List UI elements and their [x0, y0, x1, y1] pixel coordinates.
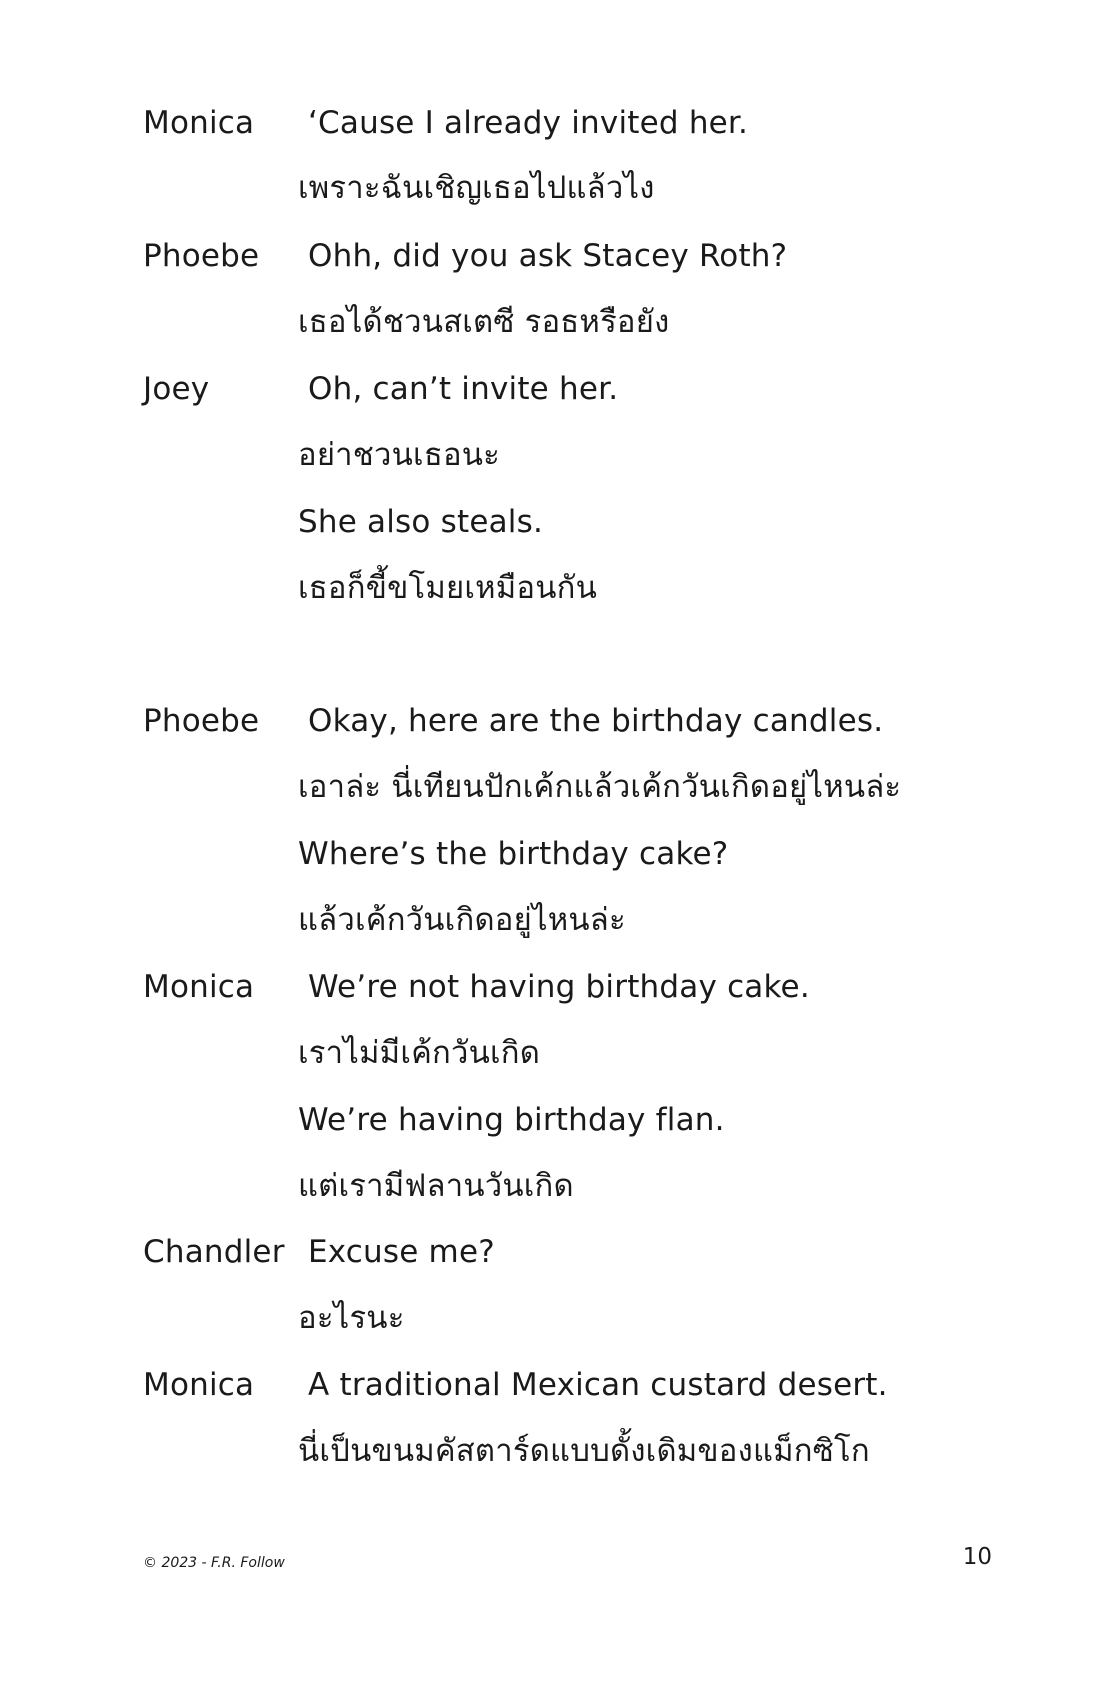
english-line: Where’s the birthday cake?	[298, 836, 729, 872]
english-line: Ohh, did you ask Stacey Roth?	[308, 238, 788, 274]
english-line: She also steals.	[298, 504, 544, 540]
speaker-name: Phoebe	[143, 238, 260, 274]
thai-translation: นี่เป็นขนมคัสตาร์ดแบบดั้งเดิมของแม็กซิโก	[298, 1433, 870, 1469]
speaker-name: Joey	[143, 371, 210, 407]
english-line: Excuse me?	[308, 1234, 495, 1270]
thai-translation: แล้วเค้กวันเกิดอยู่ไหนล่ะ	[298, 902, 626, 938]
thai-translation: อย่าชวนเธอนะ	[298, 437, 501, 473]
speaker-name: Phoebe	[143, 703, 260, 739]
english-line: Oh, can’t invite her.	[308, 371, 619, 407]
english-line: Okay, here are the birthday candles.	[308, 703, 884, 739]
speaker-name: Chandler	[143, 1234, 285, 1270]
thai-translation: เธอได้ชวนสเตซี รอธหรือยัง	[298, 304, 670, 340]
speaker-name: Monica	[143, 105, 255, 141]
thai-translation: เธอก็ขี้ขโมยเหมือนกัน	[298, 570, 597, 606]
thai-translation: เอาล่ะ นี่เทียนปักเค้กแล้วเค้กวันเกิดอยู่ไหนล่ะ	[298, 769, 902, 805]
thai-translation: เพราะฉันเชิญเธอไปแล้วไง	[298, 170, 655, 206]
english-line: A traditional Mexican custard desert.	[308, 1367, 888, 1403]
english-line: We’re having birthday flan.	[298, 1102, 725, 1138]
page-number: 10	[962, 1544, 992, 1570]
thai-translation: อะไรนะ	[298, 1300, 405, 1336]
speaker-name: Monica	[143, 969, 255, 1005]
speaker-name: Monica	[143, 1367, 255, 1403]
thai-translation: แต่เรามีฟลานวันเกิด	[298, 1168, 574, 1204]
english-line: We’re not having birthday cake.	[308, 969, 810, 1005]
english-line: ‘Cause I already invited her.	[308, 105, 749, 141]
copyright-notice: © 2023 - F.R. Follow	[143, 1555, 285, 1571]
thai-translation: เราไม่มีเค้กวันเกิด	[298, 1035, 541, 1071]
